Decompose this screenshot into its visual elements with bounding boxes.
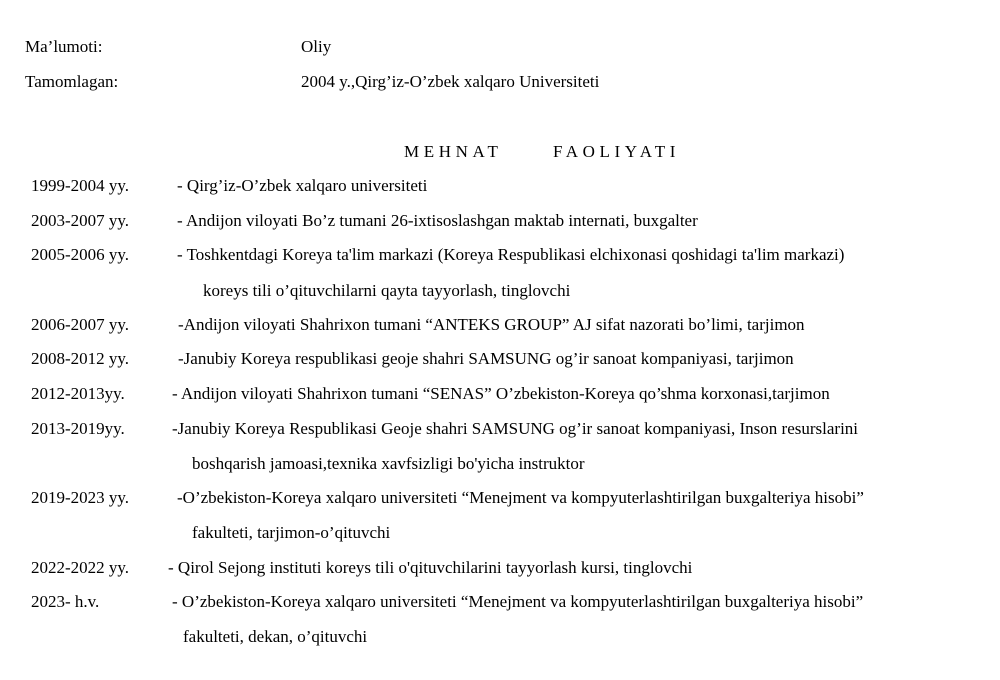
entry-years: 2019-2023 yy. (31, 488, 130, 507)
entry-description: -Janubiy Koreya respublikasi geoje shahri SAMSUNG og’ir sanoat kompaniyasi, tarjimon (178, 349, 794, 368)
info-value-education: Oliy (301, 37, 332, 56)
entry-description-continued: fakulteti, dekan, o’qituvchi (183, 627, 368, 646)
entry-years: 1999-2004 yy. (31, 176, 130, 195)
entry-description: - Andijon viloyati Shahrixon tumani “SENAS” O’zbekiston-Koreya qo’shma korxonasi,tarjimon (172, 384, 830, 403)
entry-description-continued: fakulteti, tarjimon-o’qituvchi (192, 523, 391, 542)
entry-years: 2023- h.v. (31, 592, 100, 611)
section-heading-word1: MEHNAT (404, 142, 503, 161)
entry-years: 2012-2013yy. (31, 384, 125, 403)
entry-description: - Qirol Sejong instituti koreys tili o'qituvchilarini tayyorlash kursi, tinglovchi (168, 558, 693, 577)
entry-years: 2003-2007 yy. (31, 211, 130, 230)
info-value-graduated: 2004 y.,Qirg’iz-O’zbek xalqaro Universiteti (301, 72, 600, 91)
entry-years: 2006-2007 yy. (31, 315, 130, 334)
entry-description: - O’zbekiston-Koreya xalqaro universiteti “Menejment va kompyuterlashtirilgan buxgalteriya hisobi” (172, 592, 864, 611)
entry-years: 2008-2012 yy. (31, 349, 130, 368)
entry-years: 2013-2019yy. (31, 419, 125, 438)
entry-description: -Janubiy Koreya Respublikasi Geoje shahri SAMSUNG og’ir sanoat kompaniyasi, Inson resurslarini (172, 419, 859, 438)
entry-description-continued: koreys tili o’qituvchilarni qayta tayyorlash, tinglovchi (203, 281, 571, 300)
section-heading-word2: FAOLIYATI (553, 142, 681, 161)
entry-description: - Qirg’iz-O’zbek xalqaro universiteti (177, 176, 428, 195)
entry-description: - Andijon viloyati Bo’z tumani 26-ixtisoslashgan maktab internati, buxgalter (177, 211, 698, 230)
entry-description-continued: boshqarish jamoasi,texnika xavfsizligi bo'yicha instruktor (192, 454, 585, 473)
entry-description: -O’zbekiston-Koreya xalqaro universiteti “Menejment va kompyuterlashtirilgan buxgalteriya hisobi” (177, 488, 864, 507)
entry-years: 2005-2006 yy. (31, 245, 130, 264)
entry-description: - Toshkentdagi Koreya ta'lim markazi (Koreya Respublikasi elchixonasi qoshidagi ta'lim markazi) (177, 245, 845, 264)
entry-description: -Andijon viloyati Shahrixon tumani “ANTEKS GROUP” AJ sifat nazorati bo’limi, tarjimon (178, 315, 805, 334)
info-label-education: Ma’lumoti: (25, 37, 103, 56)
info-label-graduated: Tamomlagan: (25, 72, 119, 91)
entry-years: 2022-2022 yy. (31, 558, 130, 577)
